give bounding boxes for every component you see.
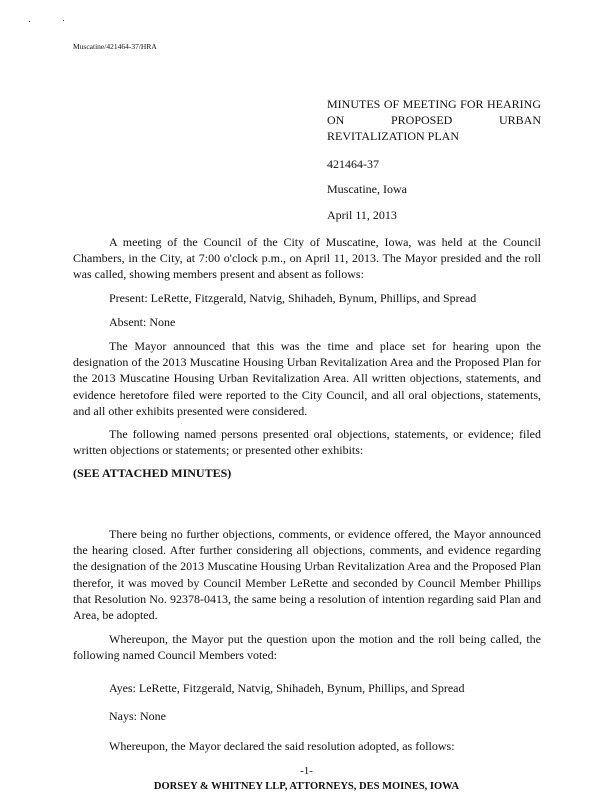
vote-call-paragraph: Whereupon, the Mayor put the question upon the motion and the roll being called, the following named Council Members voted:	[73, 632, 541, 663]
announcement-paragraph: The Mayor announced that this was the time and place set for hearing upon the designation of the 2013 Muscatine Housing Urban Revitalization Area and the Proposed Plan for the 2013 Muscatine Housing Urban Revitalization Area. All written objections, statements, and evidence heretofore filed were reported to the City Council, and all oral objections, statements, and all other exhibits presented were considered.	[73, 339, 541, 418]
meeting-location: Muscatine, Iowa	[327, 182, 407, 196]
page-number: -1-	[300, 765, 313, 777]
ayes-members: Ayes: LeRette, Fitzgerald, Natvig, Shihadeh, Bynum, Phillips, and Spread	[109, 681, 465, 695]
document-reference: Muscatine/421464-37/HRA	[73, 42, 157, 51]
absent-members: Absent: None	[109, 315, 176, 329]
scan-speck	[63, 20, 64, 21]
persons-paragraph: The following named persons presented oral objections, statements, or evidence; filed written objections or statements; or presented other exhibits:	[73, 427, 541, 458]
closing-paragraph: There being no further objections, comments, or evidence offered, the Mayor announced the hearing closed. After further considering all objections, comments, and evidence regarding the designation of the 2013 Muscatine Housing Urban Revitalization Area and the Proposed Plan therefor, it was moved by Council Member LeRette and seconded by Council Member Phillips that Resolution No. 92378-0413, the same being a resolution of intention regarding said Plan and Area, be adopted.	[73, 527, 541, 623]
attached-minutes-note: (SEE ATTACHED MINUTES)	[73, 466, 232, 480]
resolution-declared: Whereupon, the Mayor declared the said resolution adopted, as follows:	[109, 739, 455, 753]
nays-members: Nays: None	[109, 709, 166, 723]
scan-speck	[29, 21, 30, 22]
document-title: MINUTES OF MEETING FOR HEARING ON PROPOSED URBAN REVITALIZATION PLAN	[327, 97, 541, 143]
file-number: 421464-37	[327, 157, 379, 171]
opening-paragraph: A meeting of the Council of the City of Muscatine, Iowa, was held at the Council Chambers, in the City, at 7:00 o'clock p.m., on April 11, 2013. The Mayor presided and the roll was called, showing members present and absent as follows:	[73, 235, 541, 282]
firm-footer: DORSEY & WHITNEY LLP, ATTORNEYS, DES MOINES, IOWA	[153, 781, 460, 792]
present-members: Present: LeRette, Fitzgerald, Natvig, Shihadeh, Bynum, Phillips, and Spread	[109, 291, 477, 305]
meeting-date: April 11, 2013	[327, 208, 397, 222]
